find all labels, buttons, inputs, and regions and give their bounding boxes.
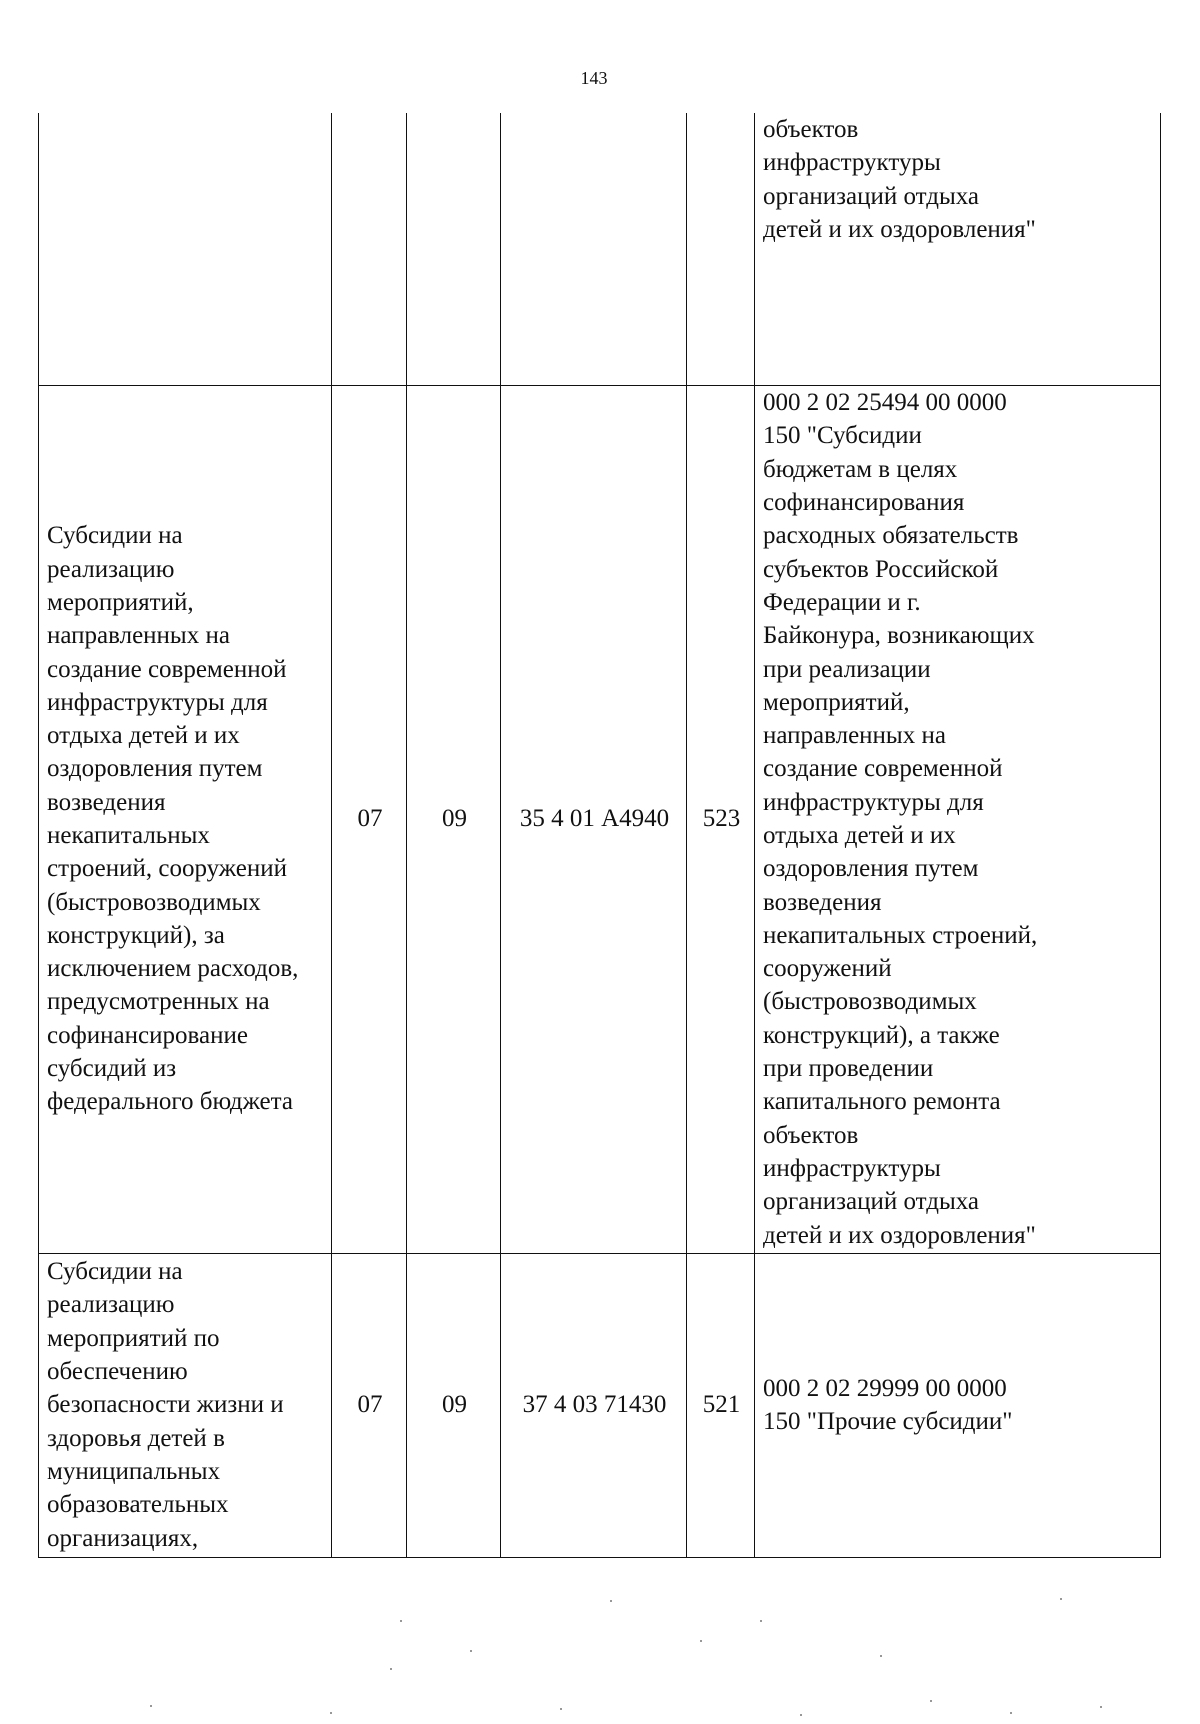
table-row xyxy=(39,113,1161,385)
row-target-article: 35 4 01 А4940 xyxy=(501,385,687,1253)
page-number: 143 xyxy=(580,68,608,88)
scan-speck xyxy=(610,1600,612,1602)
scan-speck xyxy=(400,1620,402,1622)
row-revenue-code: объектов инфраструктуры организаций отдыха детей и их оздоровления" xyxy=(755,113,1161,385)
table-row xyxy=(39,1253,1161,1557)
scan-speck xyxy=(150,1705,152,1707)
scan-speck xyxy=(390,1668,392,1670)
scan-speck xyxy=(1100,1706,1102,1708)
row-subsection: 09 xyxy=(407,1253,501,1557)
scan-speck xyxy=(470,1650,472,1652)
scan-speck xyxy=(1010,1712,1012,1714)
scan-speck xyxy=(930,1700,932,1702)
budget-table xyxy=(38,113,1161,1558)
table-row xyxy=(39,385,1161,1253)
scan-speck xyxy=(700,1640,702,1642)
row-subsection xyxy=(407,113,501,385)
row-section: 07 xyxy=(332,1253,407,1557)
scan-speck xyxy=(1060,1598,1062,1600)
row-target-article xyxy=(501,113,687,385)
row-description: Субсидии на реализацию мероприятий, направленных на создание современной инфраструктуры для отдыха детей и их оздоровления путем возведения некапитальных строений, сооружений (быстровозводимых конструкций), за исключением расходов, предусмотренных на софинансирование субсидий из федерального бюджета xyxy=(39,385,332,1253)
row-expense-type: 523 xyxy=(687,385,755,1253)
row-expense-type xyxy=(687,113,755,385)
row-description: Субсидии на реализацию мероприятий по обеспечению безопасности жизни и здоровья детей в муниципальных образовательных организациях, xyxy=(39,1253,332,1557)
scan-speck xyxy=(800,1714,802,1716)
row-revenue-code: 000 2 02 25494 00 0000 150 "Субсидии бюджетам в целях софинансирования расходных обязательств субъектов Российской Федерации и г. Байконура, возникающих при реализации мероприятий, направленных на создание современной инфраструктуры для отдыха детей и их оздоровления путем возведения некапитальных строений, сооружений (быстровозводимых конструкций), а также при проведении капитального ремонта объектов инфраструктуры организаций отдыха детей и их оздоровления" xyxy=(755,385,1161,1253)
scan-speck xyxy=(880,1655,882,1657)
row-section: 07 xyxy=(332,385,407,1253)
scan-speck xyxy=(760,1620,762,1622)
row-subsection: 09 xyxy=(407,385,501,1253)
scan-speck xyxy=(330,1712,332,1714)
row-section xyxy=(332,113,407,385)
row-target-article: 37 4 03 71430 xyxy=(501,1253,687,1557)
scan-speck xyxy=(560,1708,562,1710)
row-revenue-code: 000 2 02 29999 00 0000 150 "Прочие субсидии" xyxy=(755,1253,1161,1557)
row-expense-type: 521 xyxy=(687,1253,755,1557)
row-description xyxy=(39,113,332,385)
